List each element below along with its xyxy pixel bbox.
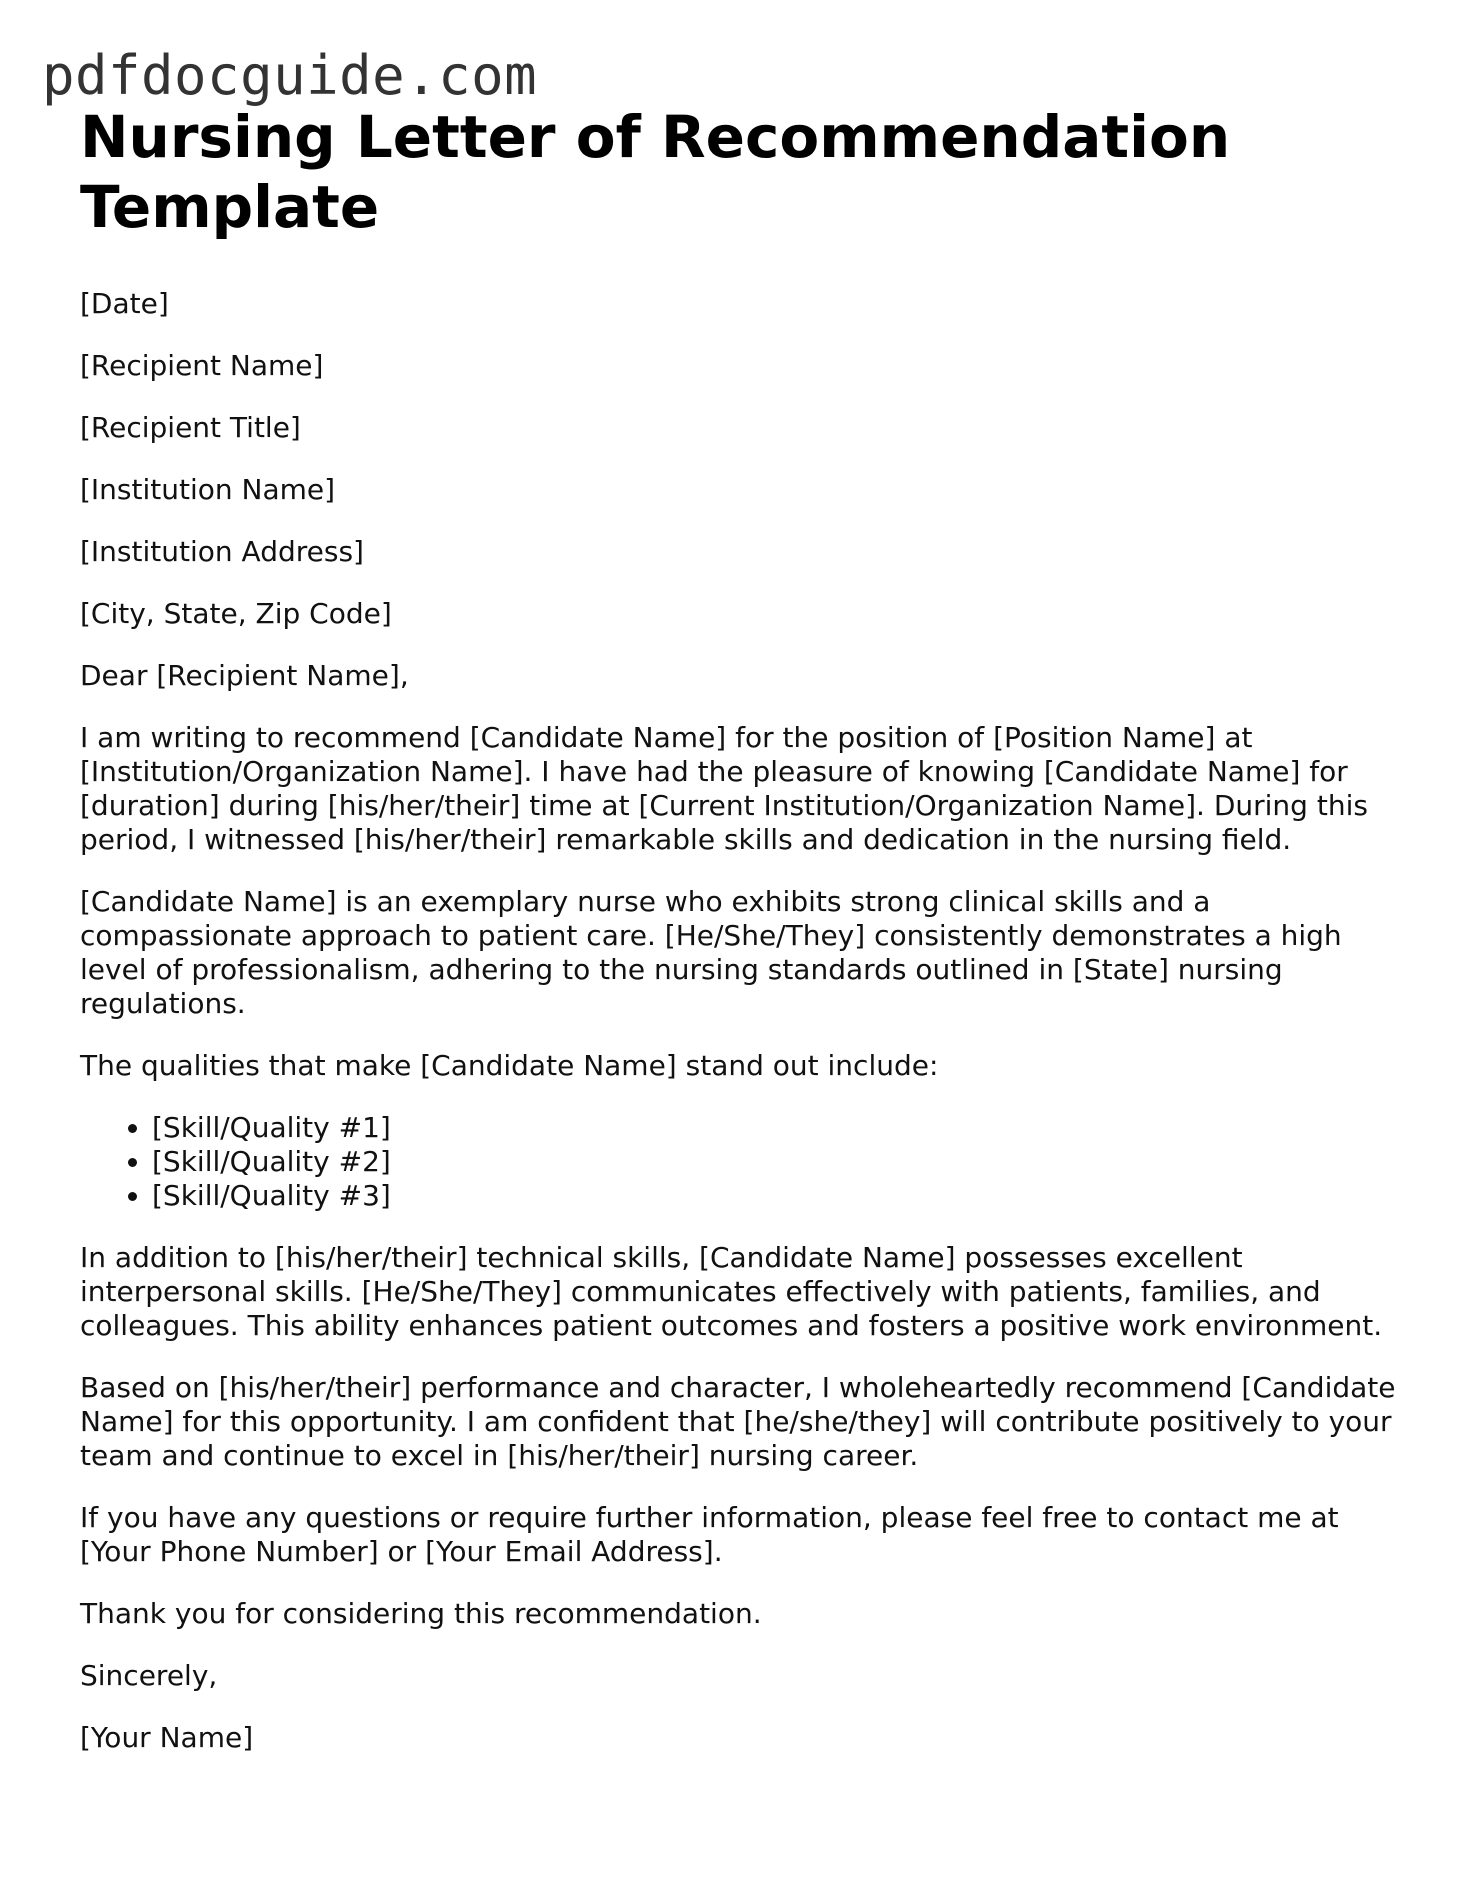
closing: Sincerely, xyxy=(80,1659,218,1692)
recipient-title-line: [Recipient Title] xyxy=(80,411,301,444)
salutation: Dear [Recipient Name], xyxy=(80,659,409,692)
site-watermark: pdfdocguide.com xyxy=(42,44,538,107)
letter-body xyxy=(80,287,1400,1755)
recipient-name-line: [Recipient Name] xyxy=(80,349,324,382)
city-state-zip-line: [City, State, Zip Code] xyxy=(80,597,392,630)
clinical-paragraph: [Candidate Name] is an exemplary nurse who exhibits strong clinical skills and a compassionate approach to patient care. [He/She/They] consistently demonstrates a high level of professionalism, adhering to the nursing standards outlined in [State] nursing regulations. xyxy=(80,885,1342,1020)
institution-address-line: [Institution Address] xyxy=(80,535,364,568)
thanks-paragraph: Thank you for considering this recommendation. xyxy=(80,1597,762,1630)
contact-paragraph: If you have any questions or require further information, please feel free to contact me at [Your Phone Number] or [Your Email Address]. xyxy=(80,1501,1339,1568)
list-item: • [Skill/Quality #1] xyxy=(152,1111,1400,1145)
recommendation-paragraph: Based on [his/her/their] performance and character, I wholeheartedly recommend [Candidate Name] for this opportunity. I am confident that [he/she/they] will contribute positively to your team and continue to excel in [his/her/their] nursing career. xyxy=(80,1371,1396,1472)
qualities-intro: The qualities that make [Candidate Name] stand out include: xyxy=(80,1049,939,1082)
list-item: • [Skill/Quality #3] xyxy=(152,1179,1400,1213)
signature: [Your Name] xyxy=(80,1721,254,1754)
interpersonal-paragraph: In addition to [his/her/their] technical skills, [Candidate Name] possesses excellent interpersonal skills. [He/She/They] communicates effectively with patients, families, and colleagues. This ability enhances patient outcomes and fosters a positive work environment. xyxy=(80,1241,1383,1342)
intro-paragraph: I am writing to recommend [Candidate Name] for the position of [Position Name] at [Institution/Organization Name]. I have had the pleasure of knowing [Candidate Name] for [duration] during [his/her/their] time at [Current Institution/Organization Name]. During this period, I witnessed [his/her/their] remarkable skills and dedication in the nursing field. xyxy=(80,721,1368,856)
document-title: Nursing Letter of Recommendation Template xyxy=(80,103,1231,241)
institution-name-line: [Institution Name] xyxy=(80,473,336,506)
qualities-list xyxy=(80,1111,1400,1213)
list-item: • [Skill/Quality #2] xyxy=(152,1145,1400,1179)
date-line: [Date] xyxy=(80,287,169,320)
letter-document xyxy=(80,102,1400,1783)
